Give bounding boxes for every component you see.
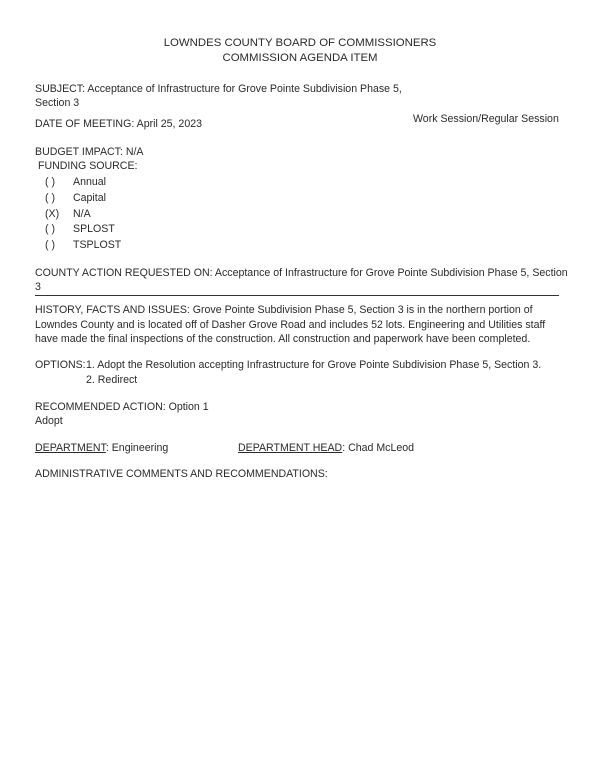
history-line3: have made the final inspections of the construction. All construction and paperwork have been completed.: [35, 333, 531, 345]
options-label: OPTIONS:: [35, 359, 86, 371]
checkbox-mark: (X): [45, 208, 60, 220]
department: [35, 441, 168, 456]
document-title-line1: LOWNDES COUNTY BOARD OF COMMISSIONERS: [163, 37, 437, 49]
funding-option-na: [45, 207, 91, 222]
department-value: : Engineering: [105, 442, 169, 454]
funding-option-annual: [45, 175, 106, 190]
history-line1: HISTORY, FACTS AND ISSUES: Grove Pointe Subdivision Phase 5, Section 3 is in the northern portion of: [35, 304, 533, 316]
document-title-line2: COMMISSION AGENDA ITEM: [222, 52, 378, 64]
funding-option-label: N/A: [73, 208, 91, 220]
checkbox-mark: ( ): [45, 176, 55, 188]
department-head: [238, 441, 414, 456]
subject-line1: SUBJECT: Acceptance of Infrastructure for Grove Pointe Subdivision Phase 5,: [35, 83, 402, 95]
department-head-label: DEPARTMENT HEAD: [238, 442, 343, 454]
department-head-value: : Chad McLeod: [342, 442, 415, 454]
funding-option-label: Capital: [73, 192, 106, 204]
funding-source-label: FUNDING SOURCE:: [38, 160, 138, 172]
history-line2: Lowndes County and is located off of Dasher Grove Road and includes 52 lots. Engineering and Utilities staff: [35, 319, 546, 331]
recommended-action: RECOMMENDED ACTION: Option 1: [35, 401, 209, 413]
funding-option-label: Annual: [73, 176, 106, 188]
admin-comments-label: ADMINISTRATIVE COMMENTS AND RECOMMENDATIONS:: [35, 468, 328, 480]
funding-option-label: SPLOST: [73, 223, 115, 235]
funding-option-capital: [45, 191, 106, 206]
option-item-2: 2. Redirect: [86, 374, 138, 386]
budget-impact: BUDGET IMPACT: N/A: [35, 146, 144, 158]
funding-option-label: TSPLOST: [73, 239, 122, 251]
session-type: Work Session/Regular Session: [413, 113, 559, 125]
recommended-action-detail: Adopt: [35, 415, 63, 427]
county-action-line1: COUNTY ACTION REQUESTED ON: Acceptance of Infrastructure for Grove Pointe Subdivision Phase 5, Section: [35, 267, 568, 279]
section-divider: [35, 295, 559, 296]
department-label: DEPARTMENT: [35, 442, 106, 454]
county-action-line2: 3: [35, 281, 41, 293]
subject-line2: Section 3: [35, 97, 80, 109]
checkbox-mark: ( ): [45, 192, 55, 204]
option-item-1: 1. Adopt the Resolution accepting Infrastructure for Grove Pointe Subdivision Phase 5, Section 3.: [86, 359, 542, 371]
funding-option-splost: [45, 222, 115, 237]
meeting-date: DATE OF MEETING: April 25, 2023: [35, 118, 203, 130]
checkbox-mark: ( ): [45, 239, 55, 251]
checkbox-mark: ( ): [45, 223, 55, 235]
funding-option-tsplost: [45, 238, 121, 253]
